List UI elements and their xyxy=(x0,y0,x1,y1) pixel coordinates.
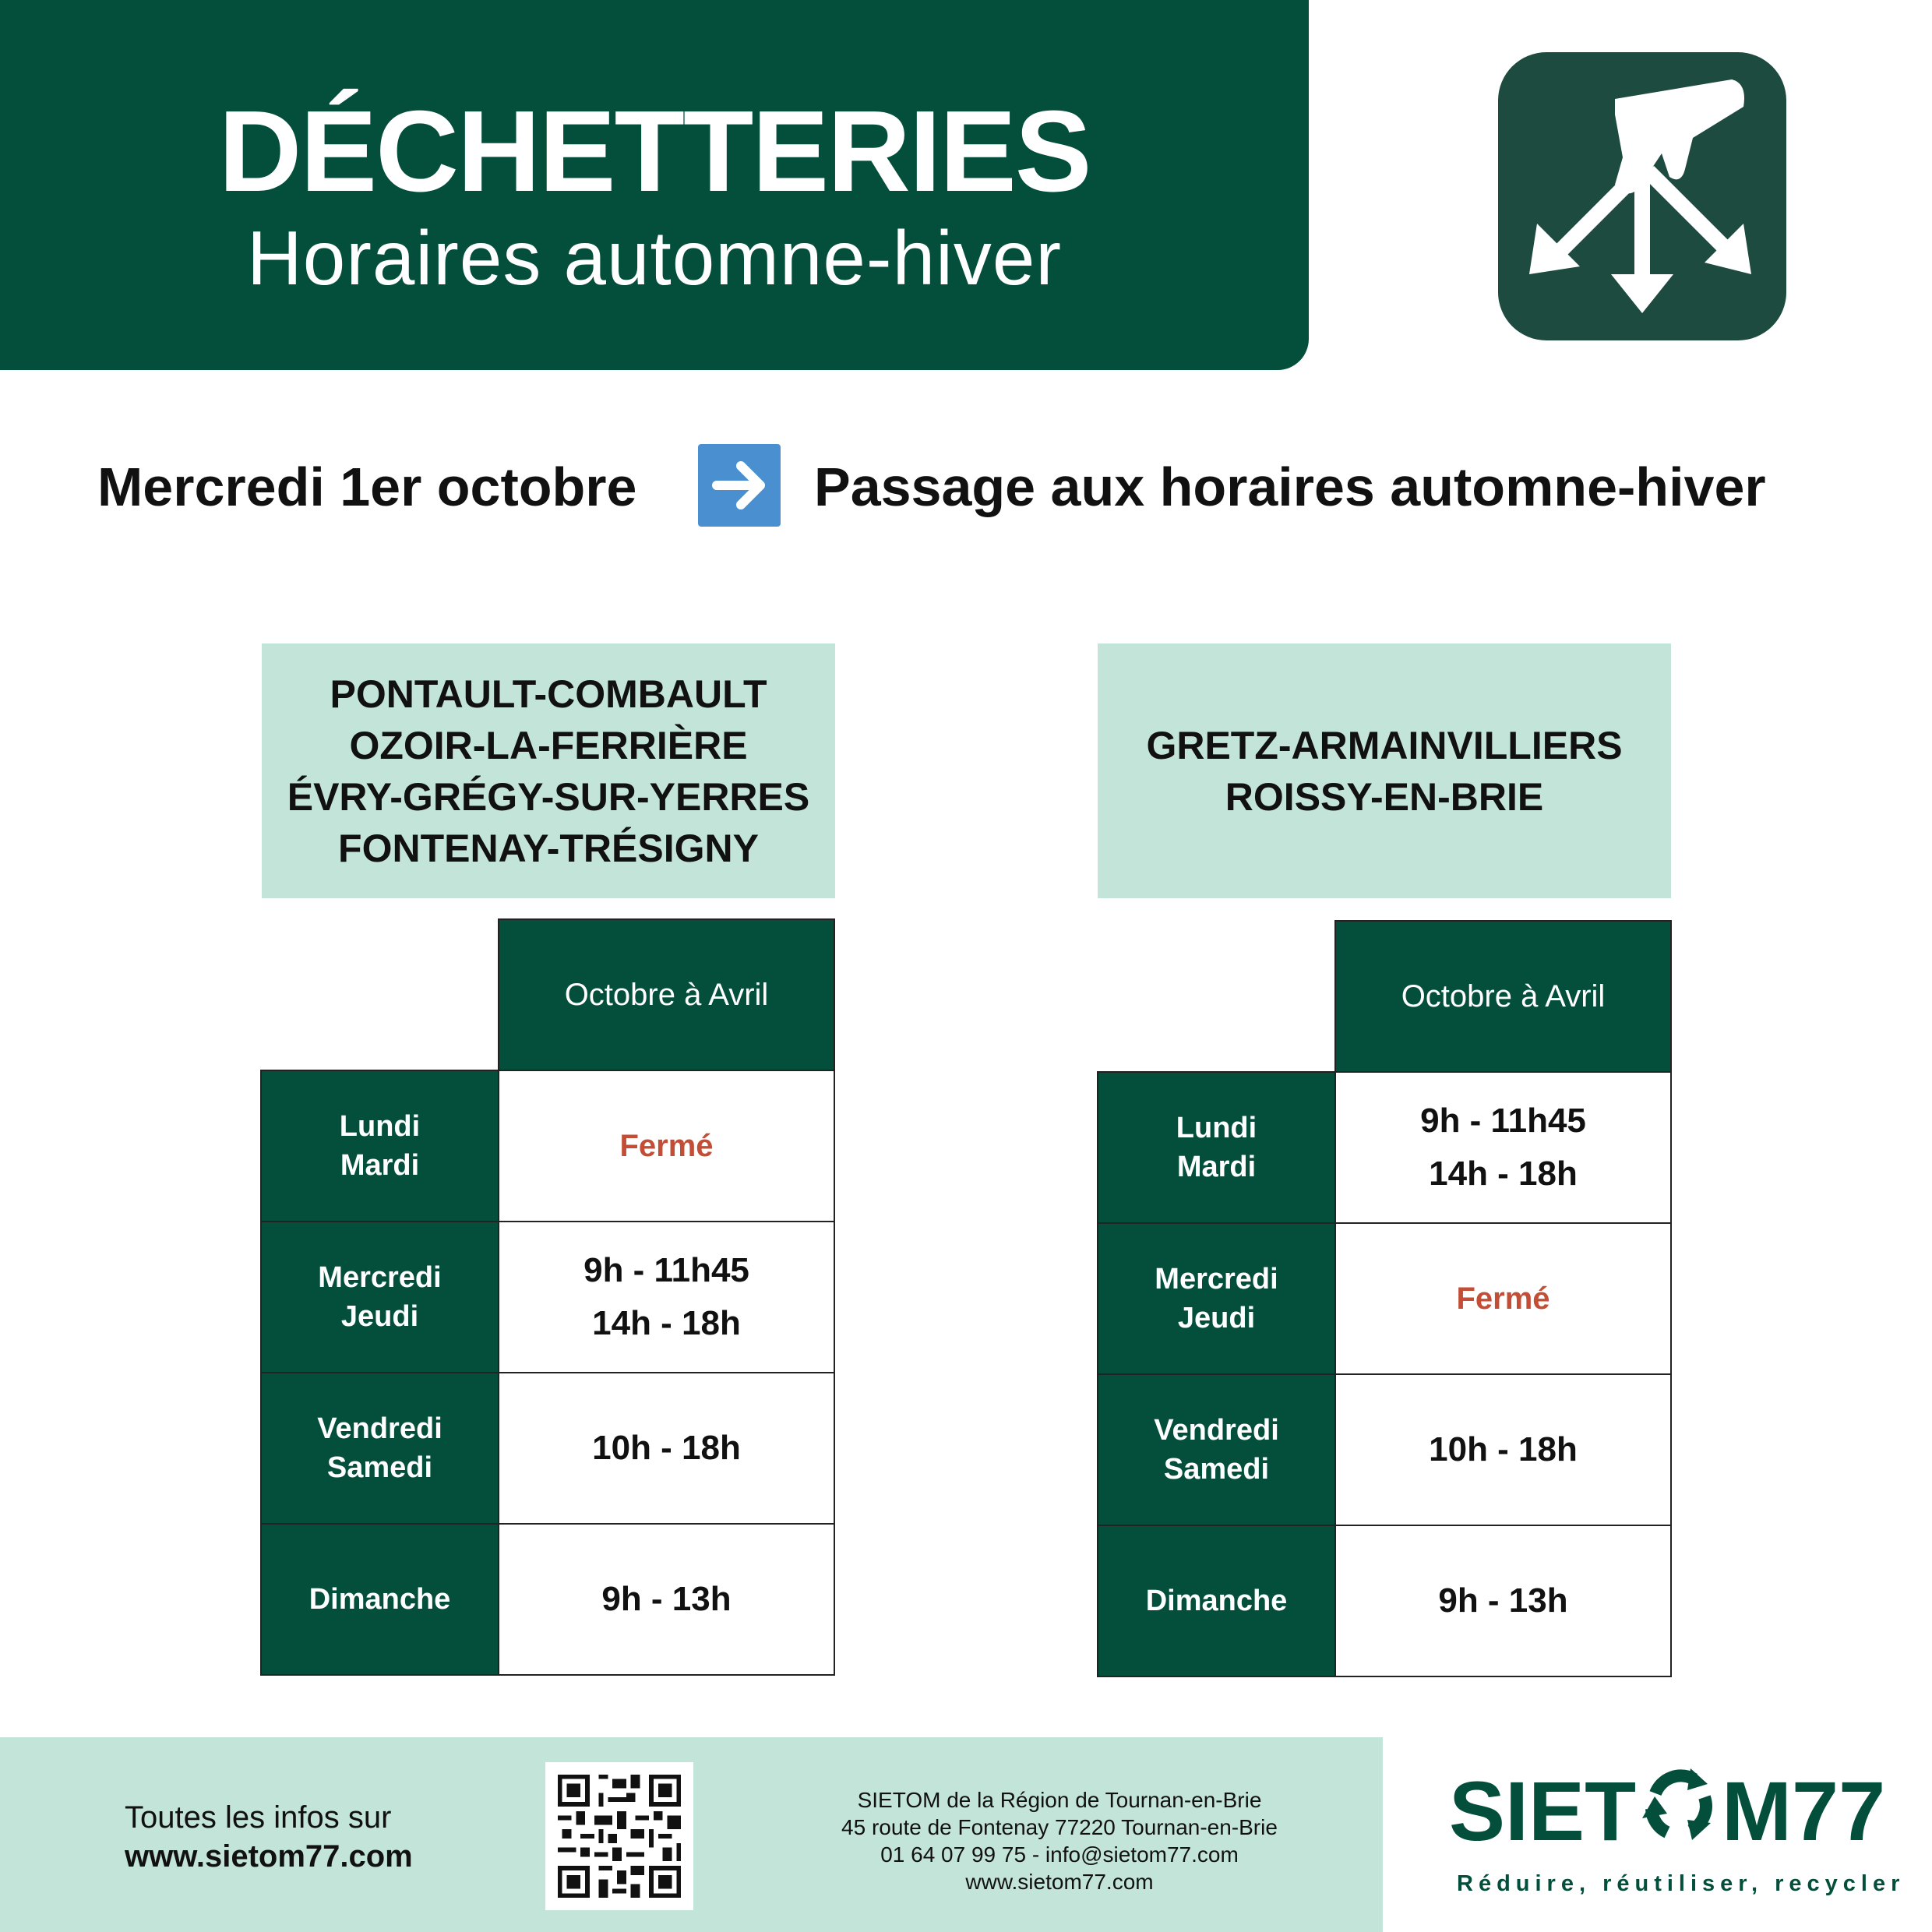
hours-cell xyxy=(498,1070,835,1222)
day-label: Lundi xyxy=(339,1110,421,1143)
hours-label: 14h - 18h xyxy=(592,1304,741,1342)
site-list-left xyxy=(262,643,835,898)
day-label: Vendredi xyxy=(1154,1414,1279,1447)
contact-line: 01 64 07 99 75 - info@sietom77.com xyxy=(880,1842,1239,1867)
hand-sorting-arrows-icon xyxy=(1498,52,1786,340)
hours-label: 9h - 11h45 xyxy=(1420,1102,1586,1140)
day-label: Samedi xyxy=(326,1451,433,1484)
site-name: ÉVRY-GRÉGY-SUR-YERRES xyxy=(287,774,810,819)
day-label: Jeudi xyxy=(340,1300,419,1333)
brand-name xyxy=(1449,1762,1885,1860)
sietom-logo xyxy=(1449,1762,1906,1910)
address-line: SIETOM de la Région de Tournan-en-Brie xyxy=(857,1788,1262,1812)
hours-cell xyxy=(498,1372,835,1525)
hours-label: 9h - 13h xyxy=(1438,1581,1568,1620)
day-cell xyxy=(260,1523,499,1676)
period-header: Octobre à Avril xyxy=(498,918,835,1071)
recycle-o-icon xyxy=(1636,1762,1722,1840)
hours-label: 9h - 11h45 xyxy=(583,1251,749,1289)
site-name: PONTAULT-COMBAULT xyxy=(330,672,767,716)
hours-label: 10h - 18h xyxy=(1429,1430,1578,1468)
day-label: Samedi xyxy=(1163,1453,1270,1486)
website-line[interactable]: www.sietom77.com xyxy=(965,1870,1154,1894)
day-cell xyxy=(260,1372,499,1525)
period-header: Octobre à Avril xyxy=(1334,920,1672,1073)
hours-label: 10h - 18h xyxy=(592,1429,741,1467)
announcement-message: Passage aux horaires automne-hiver xyxy=(814,457,1766,517)
header-banner xyxy=(0,0,1309,370)
day-cell xyxy=(1097,1525,1336,1677)
hours-cell xyxy=(498,1523,835,1676)
hours-cell xyxy=(498,1221,835,1373)
footer-info-label: Toutes les infos sur xyxy=(125,1800,392,1835)
hours-cell xyxy=(1334,1222,1672,1375)
hours-cell xyxy=(1334,1071,1672,1224)
footer-website-link[interactable]: www.sietom77.com xyxy=(125,1839,413,1874)
day-label: Jeudi xyxy=(1177,1302,1256,1334)
day-label: Mercredi xyxy=(318,1261,442,1294)
day-cell xyxy=(1097,1373,1336,1526)
qr-code-icon[interactable] xyxy=(545,1762,693,1910)
closed-label: Fermé xyxy=(1456,1282,1550,1316)
site-name: FONTENAY-TRÉSIGNY xyxy=(338,826,759,870)
day-cell xyxy=(260,1070,499,1222)
brand-tagline: Réduire, réutiliser, recycler xyxy=(1457,1871,1906,1896)
hours-label: 9h - 13h xyxy=(601,1580,732,1618)
day-cell xyxy=(1097,1071,1336,1224)
day-cell xyxy=(1097,1222,1336,1375)
announcement-date: Mercredi 1er octobre xyxy=(97,457,637,517)
day-label: Mercredi xyxy=(1155,1263,1278,1296)
address-block xyxy=(779,1786,1340,1895)
day-label: Vendredi xyxy=(317,1412,442,1445)
brand-name-part: SIET xyxy=(1449,1764,1637,1858)
site-name: GRETZ-ARMAINVILLIERS xyxy=(1146,723,1623,767)
announcement-row xyxy=(0,444,1932,530)
day-label: Lundi xyxy=(1176,1112,1257,1144)
day-label: Dimanche xyxy=(1145,1585,1288,1617)
site-name: OZOIR-LA-FERRIÈRE xyxy=(349,723,748,767)
day-cell xyxy=(260,1221,499,1373)
day-label: Mardi xyxy=(340,1149,420,1182)
site-name: ROISSY-EN-BRIE xyxy=(1225,774,1544,819)
hours-cell xyxy=(1334,1373,1672,1526)
hours-cell xyxy=(1334,1525,1672,1677)
site-list-right xyxy=(1098,643,1671,898)
address-line: 45 route de Fontenay 77220 Tournan-en-Brie xyxy=(841,1815,1278,1839)
page-subtitle: Horaires automne-hiver xyxy=(247,215,1062,301)
page-title: DÉCHETTERIES xyxy=(218,87,1091,216)
footer-info xyxy=(125,1798,413,1876)
day-label: Dimanche xyxy=(308,1583,451,1616)
day-label: Mardi xyxy=(1176,1151,1257,1183)
hours-label: 14h - 18h xyxy=(1429,1155,1578,1193)
closed-label: Fermé xyxy=(619,1129,714,1163)
brand-name-part: M77 xyxy=(1722,1764,1886,1858)
right-arrow-icon xyxy=(698,444,781,527)
